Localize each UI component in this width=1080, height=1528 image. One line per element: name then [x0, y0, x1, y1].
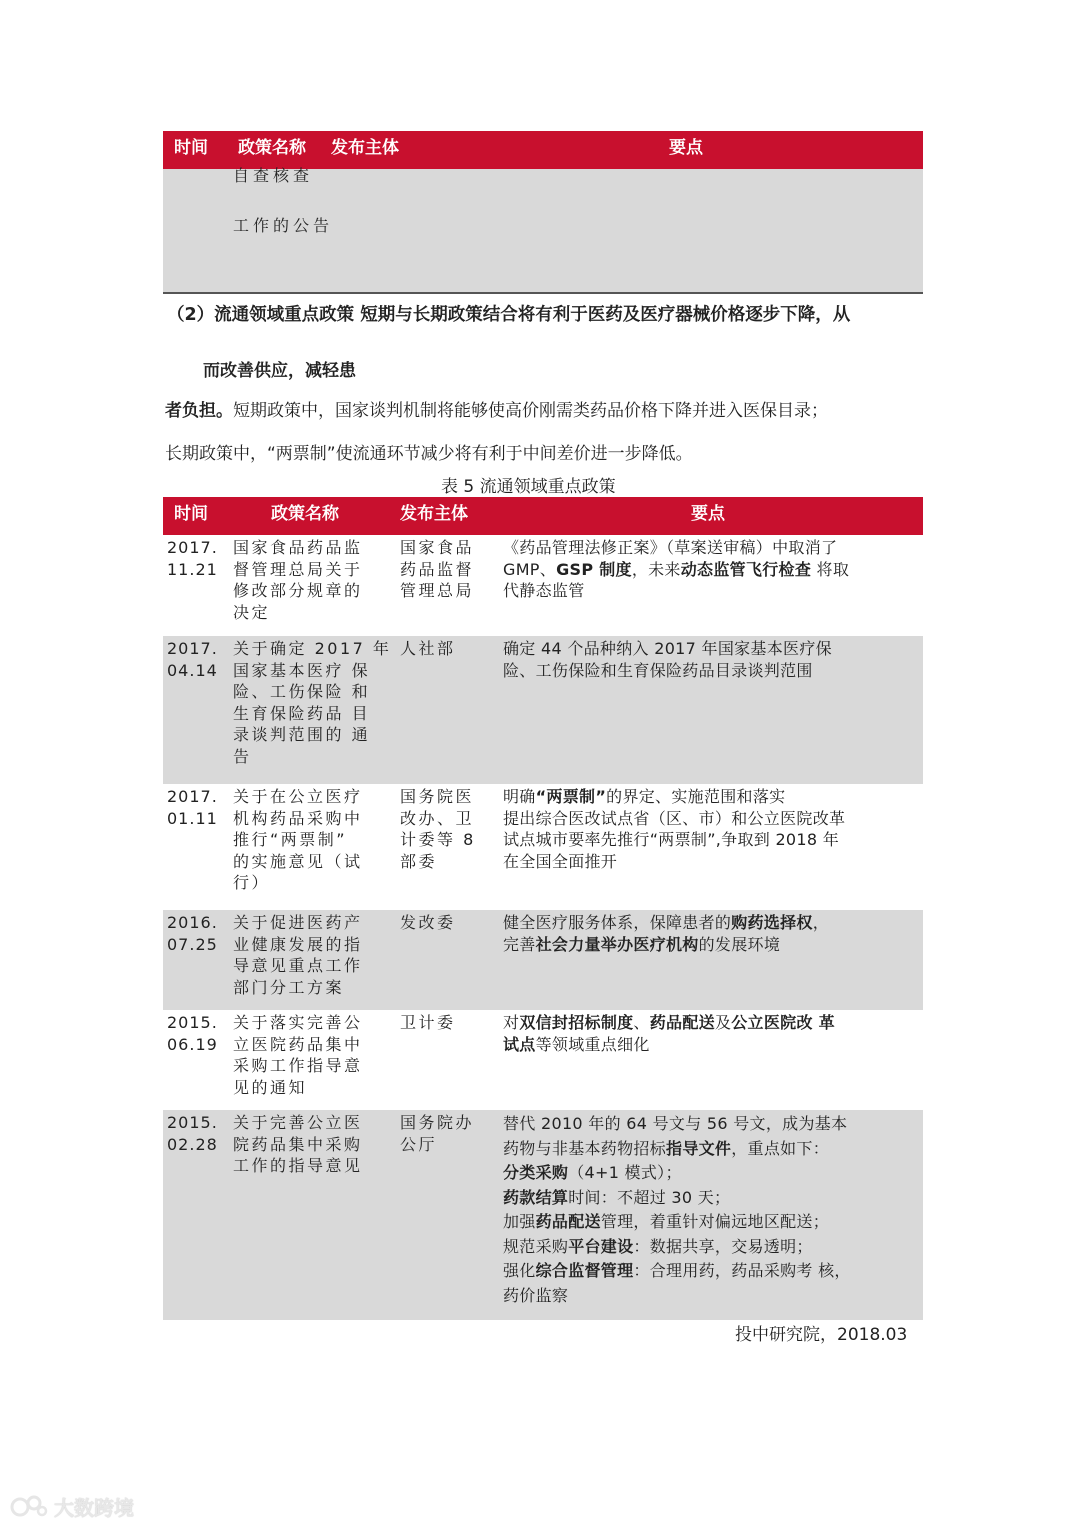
issuer-line: 卫计委: [400, 1013, 456, 1032]
name-line: 机构药品采购中: [233, 808, 363, 828]
cell-date: [167, 537, 218, 580]
point-text: 明确: [503, 787, 536, 806]
prev-table-header: [163, 131, 923, 169]
point-bold: 药款结算: [503, 1187, 569, 1207]
cell-date: [167, 912, 218, 955]
point-line: [503, 1259, 921, 1284]
point-text: （4+1 模式）；: [568, 1163, 682, 1182]
name-line: 决定: [233, 602, 271, 622]
name-line: 见的通知: [233, 1077, 308, 1097]
date-line: 02.28: [167, 1134, 218, 1154]
table-row: [163, 784, 923, 906]
name-line: 国家基本医疗 保: [233, 660, 371, 680]
point-text: ：数据共享，交易透明；: [633, 1236, 813, 1256]
point-text: GMP、: [503, 559, 557, 579]
table-row: [163, 1010, 923, 1110]
issuer-line: 国家食品: [400, 538, 475, 557]
point-line: [503, 1012, 921, 1034]
issuer-line: 发改委: [400, 913, 456, 932]
point-text: ，重点如下：: [731, 1138, 830, 1158]
point-line: [503, 912, 921, 934]
point-line: [503, 580, 921, 602]
name-line: 关于确定 2017 年: [233, 639, 392, 658]
issuer-line: 管理总局: [400, 581, 475, 600]
issuer-line: 部委: [400, 851, 438, 871]
point-text: ，: [812, 913, 830, 932]
issuer-line: 计委等 8: [400, 830, 476, 849]
table-row: [163, 636, 923, 784]
date-line: 01.11: [167, 808, 218, 828]
point-line: [503, 851, 921, 873]
cell-issuer: [400, 537, 474, 602]
header-points: 要点: [691, 504, 725, 524]
point-text: 对: [503, 1013, 520, 1032]
cell-date: [167, 638, 218, 681]
point-text: 时间：不超过 30 天；: [568, 1187, 731, 1207]
point-bold: GSP 制度: [556, 559, 632, 579]
table-row: [163, 535, 923, 629]
point-bold: 药品配送: [649, 1013, 715, 1032]
point-line: [503, 1235, 921, 1260]
point-text: 加强: [503, 1212, 536, 1231]
point-text: 将取: [811, 559, 850, 579]
point-text: 提出综合医改试点省（区、市）和公立医院改革: [503, 808, 846, 828]
cell-issuer: [400, 912, 456, 934]
point-line: [503, 1137, 921, 1162]
cell-date: [167, 1012, 218, 1055]
point-text: 规范采购: [503, 1236, 569, 1256]
cell-policy-name: [233, 1012, 403, 1098]
point-bold: 药品配送: [535, 1212, 601, 1231]
point-text: 的界定、实施范围和落实: [606, 787, 786, 806]
cell-points: [503, 912, 921, 955]
date-line: 2017.: [167, 787, 218, 806]
cell-issuer: [400, 638, 456, 660]
point-bold: “两票制”: [535, 787, 607, 806]
point-text: 管理，着重针对偏远地区配送；: [600, 1212, 830, 1231]
date-line: 07.25: [167, 934, 218, 954]
date-line: 2017.: [167, 538, 218, 557]
cell-issuer: [400, 1112, 474, 1155]
name-line: 关于落实完善公: [233, 1013, 363, 1032]
prev-header-time: 时间: [174, 138, 208, 158]
point-text: 药价监察: [503, 1285, 569, 1305]
date-line: 2017.: [167, 639, 218, 658]
cell-policy-name: [233, 537, 403, 623]
point-line: [503, 829, 921, 851]
point-text: 替代 2010 年的 64 号文与 56 号文，成为基本: [503, 1114, 848, 1133]
name-line: 业健康发展的指: [233, 934, 363, 954]
point-bold: 购药选择权: [731, 913, 813, 932]
issuer-line: 药品监督: [400, 559, 475, 579]
point-text: 健全医疗服务体系，保障患者的: [503, 913, 732, 932]
issuer-line: 公厅: [400, 1134, 438, 1154]
point-text: 及: [714, 1013, 732, 1032]
table-source: 投中研究院，2018.03: [735, 1325, 908, 1345]
point-text: ，未来: [631, 559, 681, 579]
cell-date: [167, 1112, 218, 1155]
cell-points: [503, 638, 921, 681]
point-bold: 平台建设: [568, 1236, 634, 1256]
point-line: [503, 1034, 921, 1056]
watermark: [10, 1492, 134, 1521]
name-line: 工作的指导意见: [233, 1156, 363, 1175]
name-line: 国家食品药品监: [233, 538, 363, 557]
point-line: [503, 934, 921, 956]
point-line: [503, 537, 921, 559]
para1-rest: 短期政策中，国家谈判机制将能够使高价刚需类药品价格下降并进入医保目录；: [233, 401, 828, 421]
issuer-line: 改办、卫: [400, 808, 475, 828]
point-text: 、: [633, 1013, 650, 1032]
point-text: 险、工伤保险和生育保险药品目录谈判范围: [503, 660, 813, 680]
point-text: 《药品管理法修正案》（草案送审稿）中取消了: [503, 538, 838, 557]
point-text: 完善: [503, 934, 536, 954]
para1-bold: 者负担。: [165, 401, 233, 421]
cell-points: [503, 1012, 921, 1055]
cell-policy-name: [233, 1112, 403, 1177]
prev-name-line: 工作的公告: [233, 216, 334, 235]
date-line: 11.21: [167, 559, 218, 579]
point-line: [503, 1186, 921, 1211]
cell-policy-name: [233, 912, 403, 998]
point-text: 药物与非基本药物招标: [503, 1138, 667, 1158]
cell-points: [503, 537, 921, 602]
header-time: 时间: [174, 504, 208, 524]
point-line: [503, 1112, 921, 1137]
point-line: [503, 1284, 921, 1309]
name-line: 险、工伤保险 和: [233, 682, 371, 701]
point-line: [503, 1161, 921, 1186]
table5-header: [163, 497, 923, 535]
header-name: 政策名称: [271, 504, 339, 524]
point-line: [503, 1210, 921, 1235]
cell-policy-name: [233, 786, 403, 894]
name-line: 立医院药品集中: [233, 1034, 363, 1054]
header-issuer: 发布主体: [400, 504, 468, 524]
prev-header-issuer: 发布主体: [331, 138, 399, 158]
prev-name-line: 自查核查: [233, 166, 314, 185]
name-line: 督管理总局关于: [233, 559, 363, 579]
point-line: [503, 808, 921, 830]
date-line: 04.14: [167, 660, 218, 680]
cell-date: [167, 786, 218, 829]
section-heading-cont: 而改善供应，减轻患: [203, 361, 356, 381]
point-bold: 综合监督管理: [535, 1261, 634, 1280]
point-text: 确定 44 个品种纳入 2017 年国家基本医疗保: [503, 639, 832, 658]
point-text: 试点城市要率先推行“两票制”,争取到 2018 年: [503, 830, 840, 849]
name-line: 的实施意见（试: [233, 851, 363, 871]
date-line: 2015.: [167, 1113, 218, 1132]
name-line: 部门分工方案: [233, 977, 345, 997]
name-line: 导意见重点工作: [233, 956, 363, 975]
point-text: 等领域重点细化: [535, 1034, 650, 1054]
point-text: ：合理用药，药品采购考 核，: [633, 1261, 851, 1280]
point-text: 代静态监管: [503, 581, 585, 600]
watermark-text: 大数跨境: [54, 1496, 134, 1520]
name-line: 生育保险药品 目: [233, 703, 371, 723]
name-line: 录谈判范围的 通: [233, 725, 371, 744]
point-line: [503, 638, 921, 660]
point-bold: 动态监管飞行检查: [680, 559, 812, 579]
date-line: 2016.: [167, 913, 218, 932]
prev-table-row: [163, 166, 923, 292]
table-row: [163, 910, 923, 1010]
point-bold: 分类采购: [503, 1163, 569, 1182]
date-line: 2015.: [167, 1013, 218, 1032]
point-line: [503, 559, 921, 581]
point-line: [503, 660, 921, 682]
name-line: 院药品集中采购: [233, 1134, 363, 1154]
name-line: 修改部分规章的: [233, 581, 363, 600]
name-line: 关于完善公立医: [233, 1113, 363, 1132]
section-para-1: [165, 399, 828, 423]
table-row: [163, 1110, 923, 1320]
point-line: [503, 786, 921, 808]
name-line: 告: [233, 746, 252, 766]
issuer-line: 人社部: [400, 639, 456, 658]
cell-policy-name: [233, 638, 403, 767]
name-line: 推行“两票制”: [233, 830, 348, 849]
name-line: 关于促进医药产: [233, 913, 363, 932]
prev-header-points: 要点: [669, 138, 703, 158]
brand-logo-icon: [10, 1493, 50, 1521]
point-bold: 试点: [503, 1034, 536, 1054]
cell-points: [503, 786, 921, 872]
cell-issuer: [400, 786, 476, 872]
point-bold: 双信封招标制度: [519, 1013, 634, 1032]
cell-points: [503, 1112, 921, 1308]
date-line: 06.19: [167, 1034, 218, 1054]
prev-table-bottom-rule: [163, 292, 923, 294]
name-line: 关于在公立医疗: [233, 787, 363, 806]
section-para-2: 长期政策中，“两票制”使流通环节减少将有利于中间差价进一步降低。: [165, 444, 693, 464]
table-caption: 表 5 流通领域重点政策: [441, 477, 616, 497]
point-bold: 指导文件: [666, 1138, 732, 1158]
point-bold: 公立医院改 革: [731, 1013, 835, 1032]
point-text: 的发展环境: [698, 934, 781, 954]
prev-header-name: 政策名称: [238, 138, 306, 158]
issuer-line: 国务院办: [400, 1113, 475, 1132]
point-text: 强化: [503, 1261, 536, 1280]
issuer-line: 国务院医: [400, 787, 475, 806]
point-text: 在全国全面推开: [503, 851, 618, 871]
name-line: 采购工作指导意: [233, 1056, 363, 1075]
point-bold: 社会力量举办医疗机构: [535, 934, 699, 954]
cell-issuer: [400, 1012, 456, 1034]
name-line: 行）: [233, 873, 271, 892]
section-heading: （2）流通领域重点政策 短期与长期政策结合将有利于医药及医疗器械价格逐步下降，从: [167, 305, 851, 325]
